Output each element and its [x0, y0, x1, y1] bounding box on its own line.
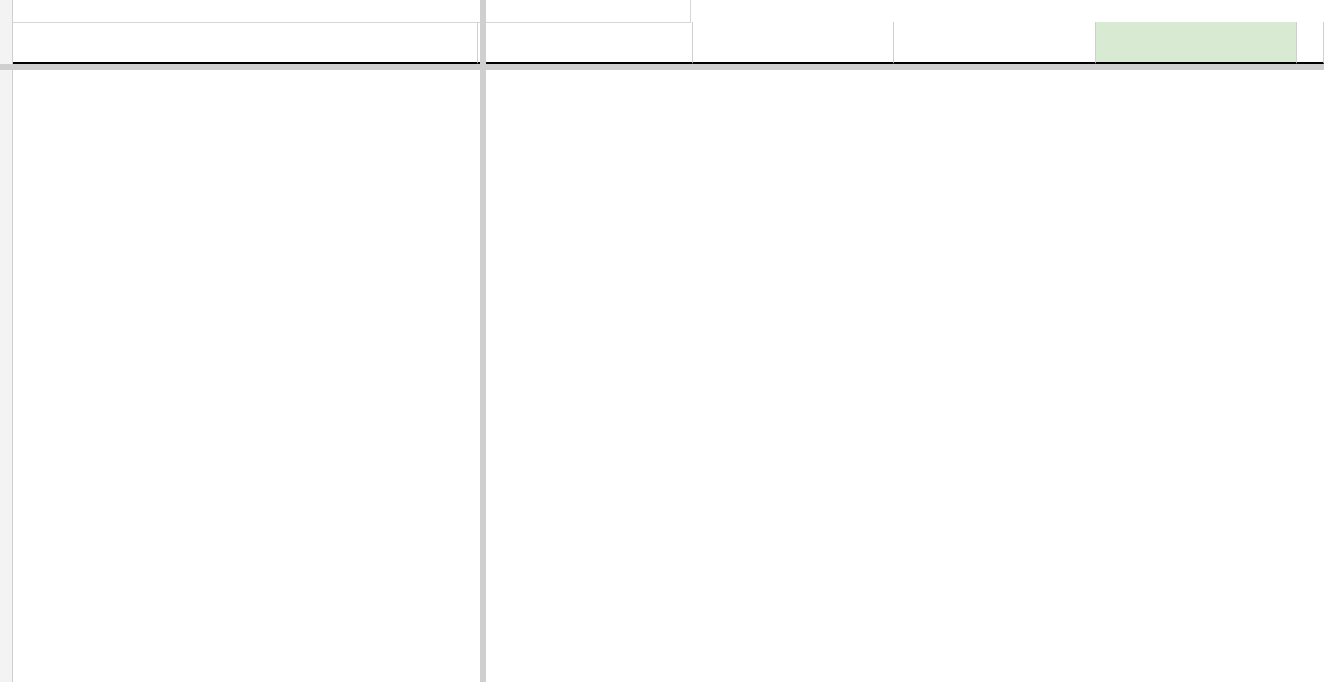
week-header-1[interactable] [490, 22, 693, 64]
empty-cell[interactable] [486, 0, 691, 23]
month-header-row [0, 0, 1324, 22]
frozen-row-divider[interactable] [0, 64, 1324, 70]
week-header-3[interactable] [894, 22, 1096, 64]
week-header-2[interactable] [693, 22, 894, 64]
week-header-4[interactable] [1096, 22, 1297, 64]
frozen-column-divider[interactable] [480, 0, 486, 682]
week-header-row [12, 22, 1324, 64]
header-label-cell[interactable] [12, 22, 478, 64]
row-number-gutter [0, 0, 13, 682]
empty-cell[interactable] [12, 0, 481, 23]
empty-cell[interactable] [1297, 22, 1324, 64]
month-label[interactable] [692, 0, 1324, 20]
